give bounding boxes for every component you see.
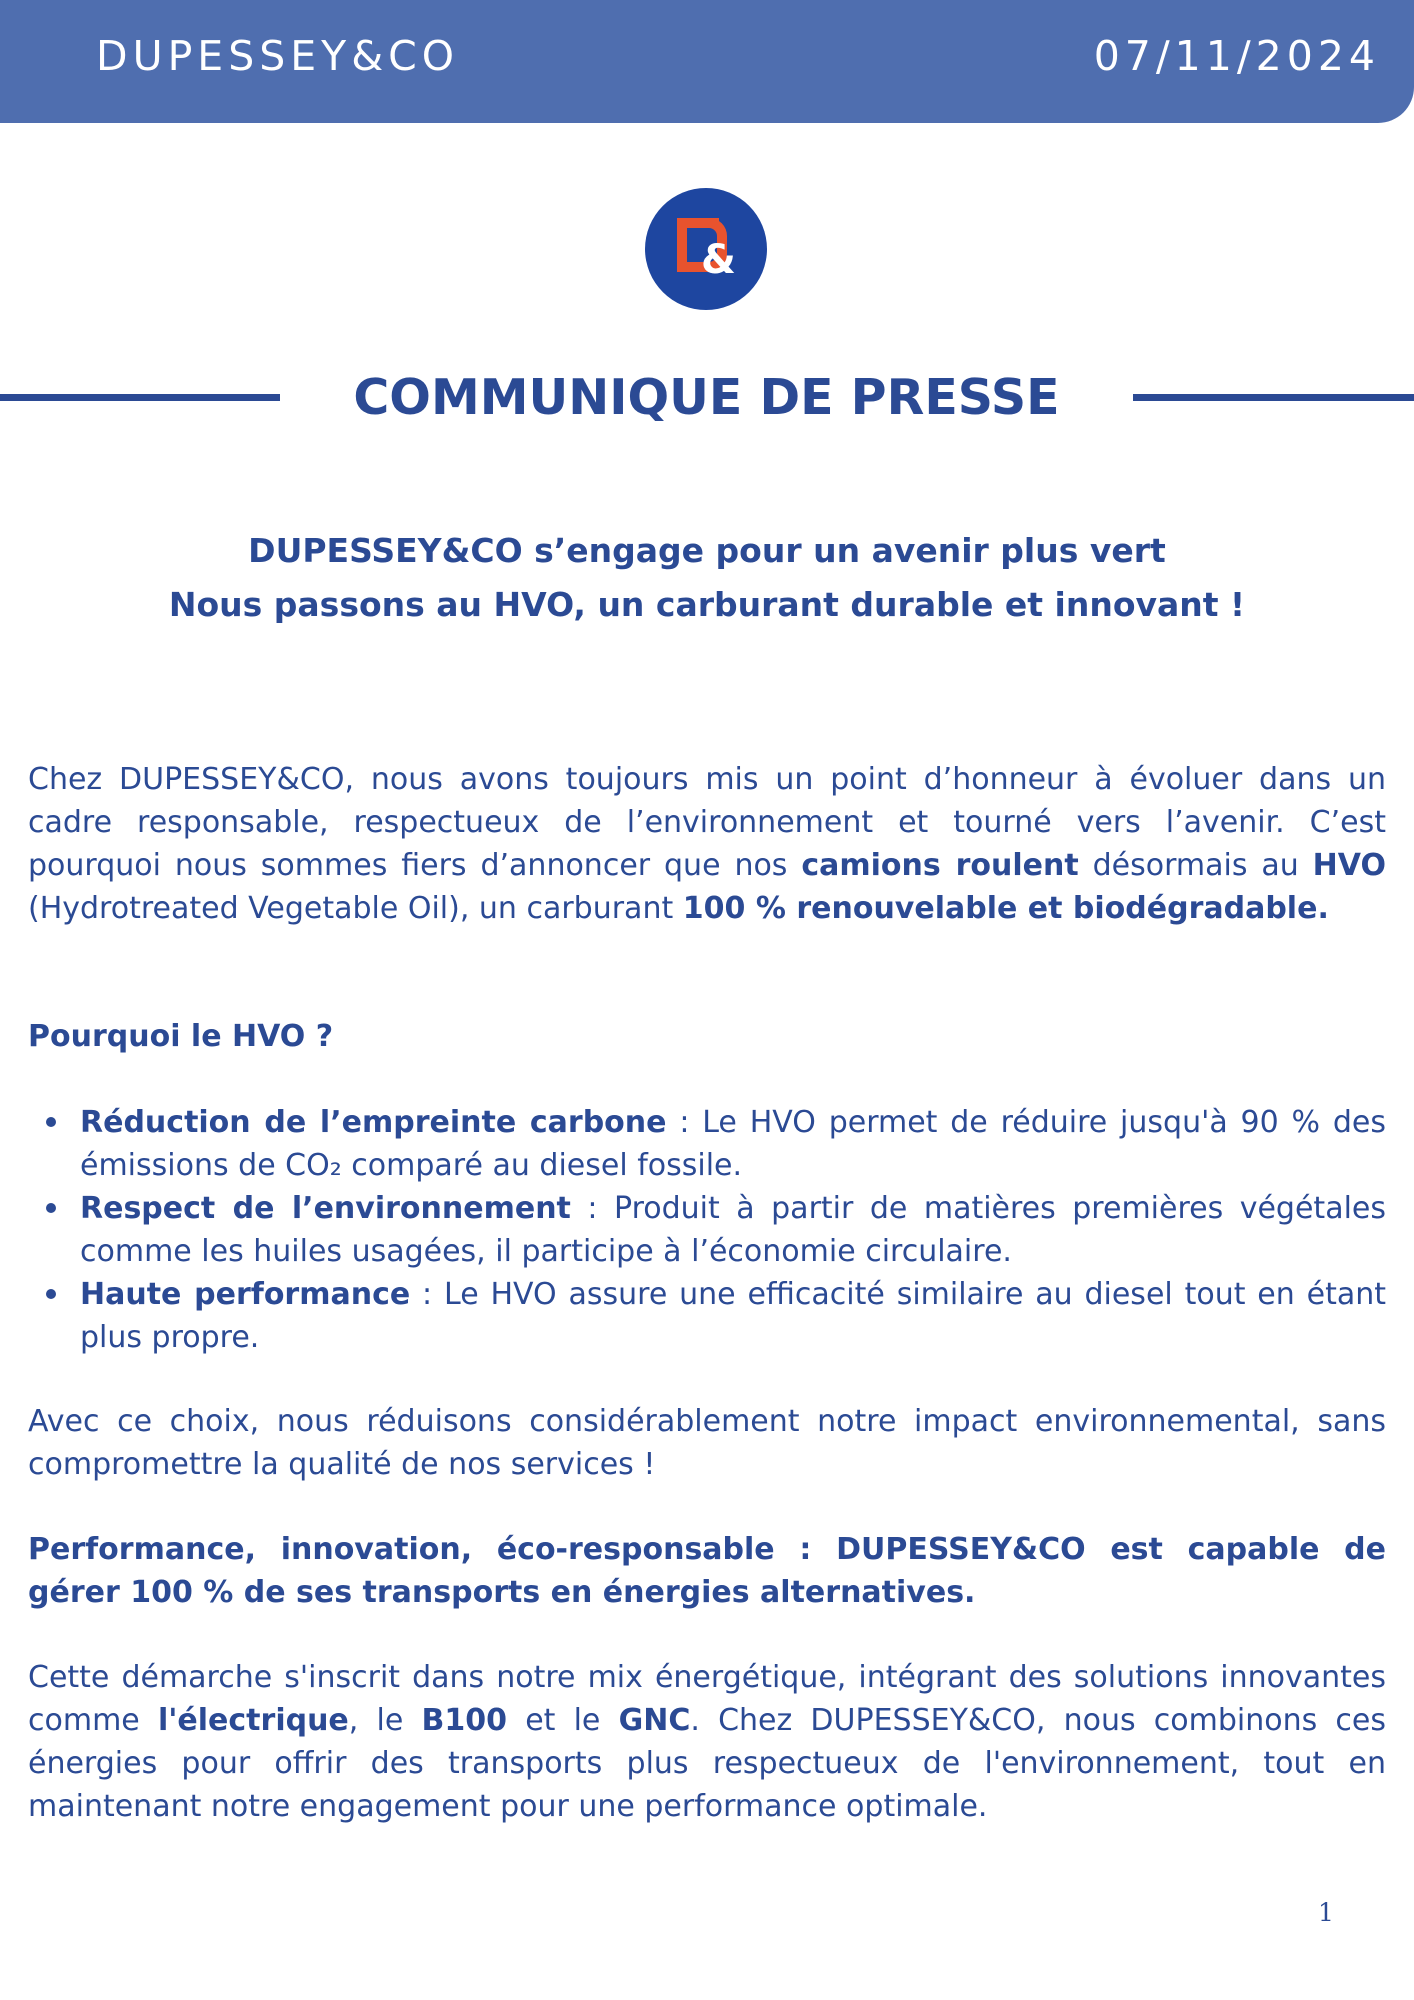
- mix-bold-1: l'électrique: [157, 1703, 349, 1738]
- mix-text-1: Cette démarche s'inscrit dans notre mix énergétique, intégrant des solutions innovantes comme: [28, 1660, 1386, 1738]
- bullet-text: : Produit à partir de matières premières végétales comme les huiles usagées, il participe à l’économie circulaire.: [80, 1191, 1387, 1269]
- bullet-label: Respect de l’environnement: [80, 1191, 571, 1226]
- mix-bold-3: GNC: [618, 1703, 691, 1738]
- bullet-text: : Le HVO assure une efficacité similaire au diesel tout en étant plus propre.: [80, 1277, 1387, 1355]
- subtitle-line-2: Nous passons au HVO, un carburant durable et innovant !: [168, 585, 1246, 624]
- intro-bold-3: 100 % renouvelable et biodégradable.: [682, 891, 1329, 926]
- bullet-label: Haute performance: [80, 1277, 411, 1312]
- bullet-dot-icon: [46, 1117, 56, 1127]
- logo-ampersand: &: [701, 237, 736, 283]
- document-date: 07/11/2024: [1093, 32, 1380, 80]
- title-rule-right: [1133, 394, 1414, 401]
- intro-text-3: (Hydrotreated Vegetable Oil), un carburant: [28, 891, 683, 926]
- page-number: 1: [1318, 1898, 1334, 1927]
- intro-text-2: désormais au: [1078, 848, 1313, 883]
- page-title: COMMUNIQUE DE PRESSE: [353, 369, 1060, 426]
- list-item: [28, 1273, 1386, 1359]
- energy-mix-paragraph: [28, 1656, 1386, 1828]
- subtitle-line-1: DUPESSEY&CO s’engage pour un avenir plus vert: [248, 531, 1166, 570]
- bullet-text: : Le HVO permet de réduire jusqu'à 90 % des émissions de CO₂ comparé au diesel fossile.: [80, 1105, 1386, 1183]
- company-logo: [645, 188, 767, 310]
- why-heading: Pourquoi le HVO ?: [28, 1019, 334, 1054]
- title-rule-left: [0, 394, 280, 401]
- intro-bold-2: HVO: [1312, 848, 1386, 883]
- mix-text-2: , le: [348, 1703, 422, 1738]
- highlight-paragraph: Performance, innovation, éco-responsable : DUPESSEY&CO est capable de gérer 100 % de ses transports en énergies alternatives.: [28, 1532, 1386, 1610]
- list-item: [28, 1187, 1386, 1273]
- intro-text-1: Chez DUPESSEY&CO, nous avons toujours mis un point d’honneur à évoluer dans un cadre responsable, respectueux de l’environnement et tourné vers l’avenir. C’est pourquoi nous sommes fiers d’annoncer que nos: [28, 762, 1386, 883]
- mix-bold-2: B100: [421, 1703, 507, 1738]
- list-item: [28, 1101, 1386, 1187]
- header-bar: [0, 0, 1414, 123]
- benefits-list: [28, 1101, 1386, 1359]
- intro-paragraph: [28, 758, 1386, 930]
- bullet-dot-icon: [46, 1289, 56, 1299]
- choice-paragraph: Avec ce choix, nous réduisons considérablement notre impact environnemental, sans compromettre la qualité de nos services !: [28, 1404, 1386, 1482]
- mix-text-4: . Chez DUPESSEY&CO, nous combinons ces énergies pour offrir des transports plus respectueux de l'environnement, tout en maintenant notre engagement pour une performance optimale.: [28, 1703, 1387, 1824]
- bullet-label: Réduction de l’empreinte carbone: [80, 1105, 667, 1140]
- company-name: DUPESSEY&CO: [96, 32, 460, 80]
- mix-text-3: et le: [507, 1703, 619, 1738]
- bullet-dot-icon: [46, 1203, 56, 1213]
- intro-bold-1: camions roulent: [801, 848, 1079, 883]
